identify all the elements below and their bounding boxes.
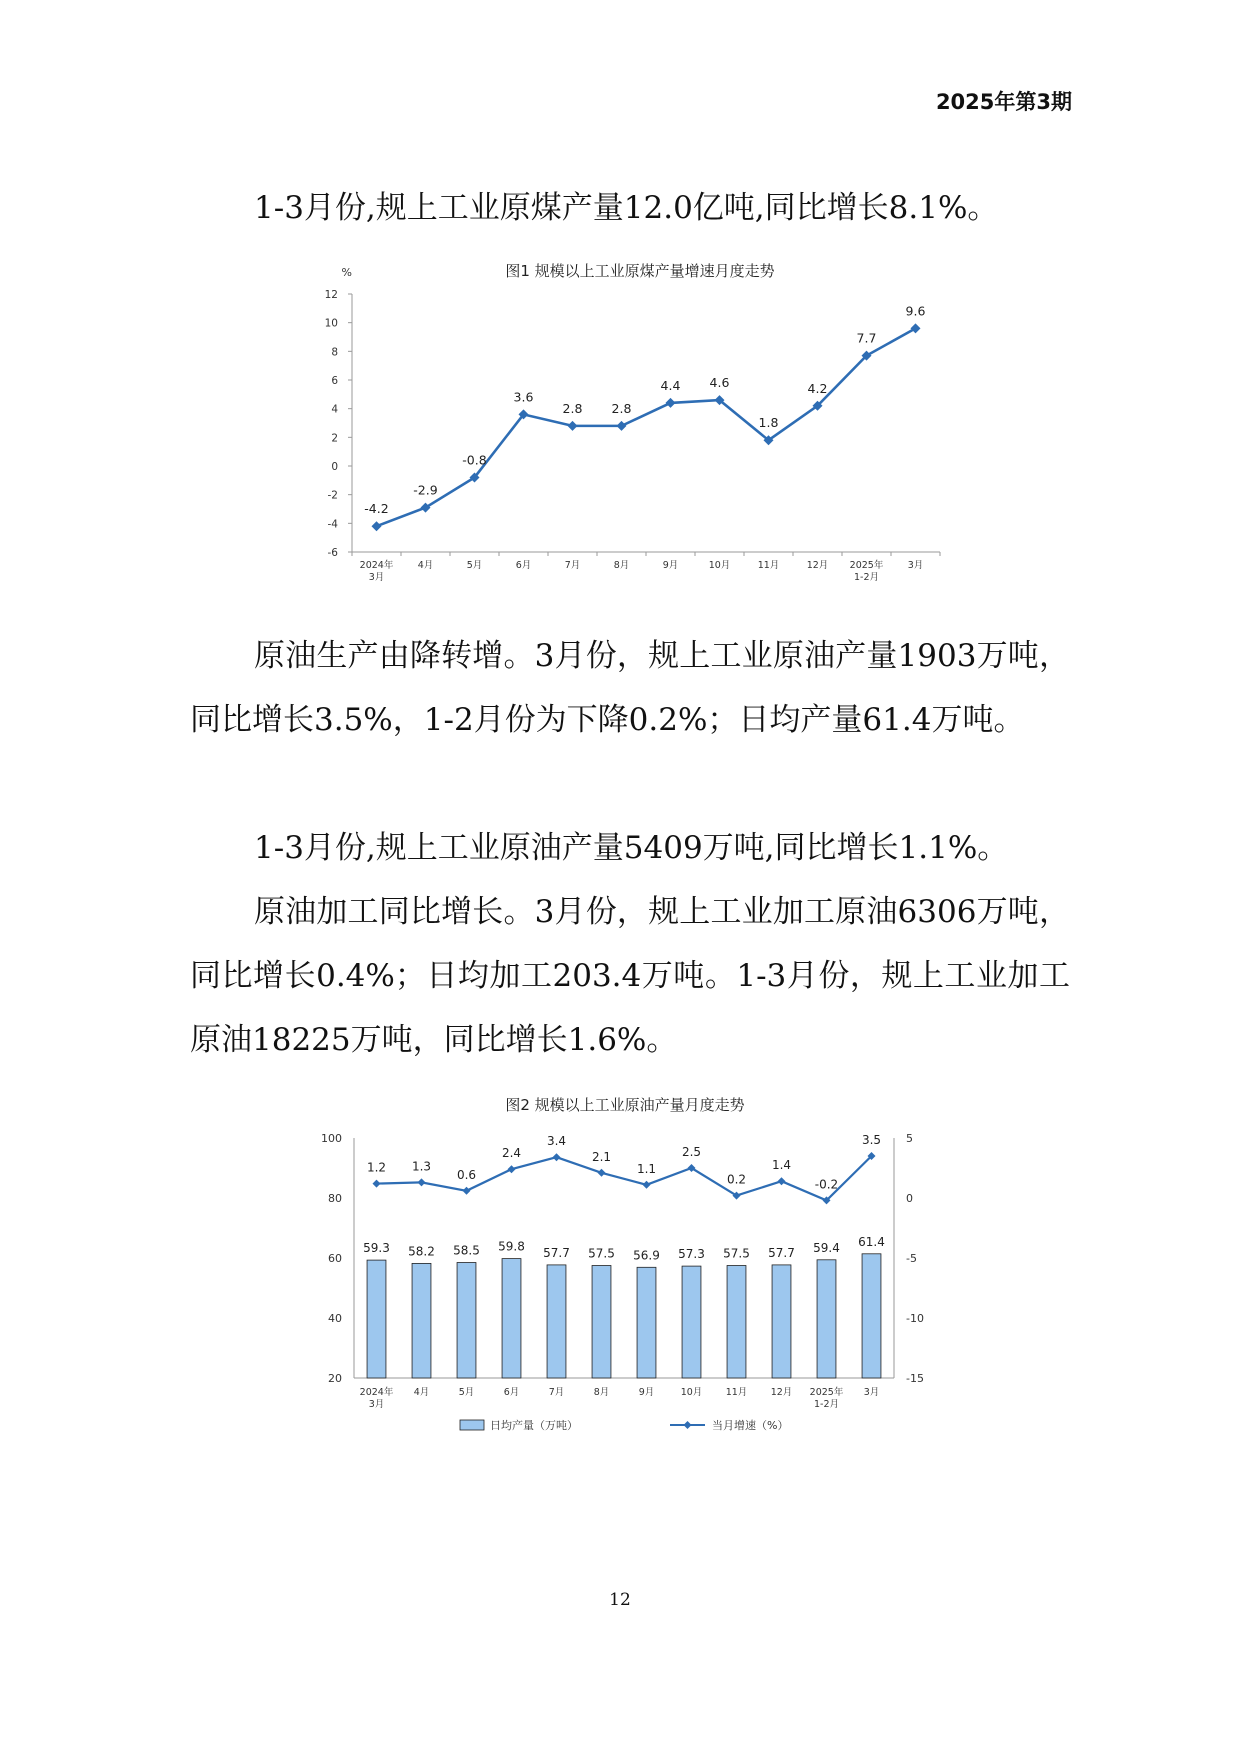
growth-point [553, 1153, 561, 1161]
right-tick-label: -5 [906, 1252, 917, 1265]
x-tick-label: 10月 [680, 1387, 703, 1398]
bar [727, 1266, 746, 1379]
data-label: 4.4 [660, 377, 681, 393]
bar [772, 1265, 791, 1378]
paragraph-crude-processing: 原油加工同比增长。3月份，规上工业加工原油6306万吨，同比增长0.4%；日均加工203.4万吨。1-3月份，规上工业加工原油18225万吨，同比增长1.6%。 [190, 894, 1070, 1058]
bar-label: 59.4 [813, 1240, 840, 1255]
right-tick-label: -10 [906, 1312, 924, 1325]
y-tick-label: 0 [331, 461, 338, 473]
bar [637, 1267, 656, 1378]
y-tick-label: -4 [327, 518, 338, 531]
left-tick-label: 40 [328, 1312, 342, 1325]
data-label: 4.6 [709, 375, 730, 391]
bar-label: 61.4 [858, 1234, 885, 1249]
left-tick-label: 100 [321, 1132, 342, 1145]
x-tick-label: 3月 [368, 1399, 385, 1410]
growth-label: 1.2 [366, 1160, 387, 1175]
growth-label: 1.4 [771, 1158, 792, 1173]
x-tick-label: 7月 [548, 1387, 565, 1398]
growth-line [377, 1156, 872, 1200]
bar-label: 58.2 [408, 1244, 435, 1259]
issue-header: 2025年第3期 [935, 90, 1072, 114]
x-tick-label: 12月 [806, 560, 829, 571]
left-tick-label: 60 [328, 1252, 342, 1265]
data-point [911, 323, 921, 333]
x-tick-label: 2025年 [849, 560, 884, 571]
bar-label: 57.5 [723, 1246, 750, 1261]
growth-label: 0.6 [456, 1167, 477, 1182]
growth-point [508, 1165, 516, 1173]
y-axis-unit: % [341, 266, 352, 279]
bar [502, 1259, 521, 1378]
data-point [617, 421, 627, 431]
x-tick-label: 10月 [708, 560, 731, 571]
data-label: 3.6 [513, 389, 534, 405]
bar-label: 57.3 [678, 1247, 705, 1262]
bar [412, 1263, 431, 1378]
growth-label: 3.5 [861, 1133, 882, 1147]
data-point [372, 521, 382, 531]
left-tick-label: 80 [328, 1192, 342, 1205]
x-tick-label: 11月 [725, 1387, 748, 1398]
x-tick-label: 11月 [757, 560, 780, 571]
bar [592, 1266, 611, 1379]
x-tick-label: 3月 [863, 1387, 880, 1398]
growth-point [643, 1181, 651, 1189]
bar-label: 59.3 [363, 1241, 390, 1256]
bar-label: 58.5 [453, 1243, 480, 1258]
growth-label: 3.4 [546, 1134, 567, 1149]
bar [367, 1260, 386, 1378]
legend-bar-swatch [460, 1420, 484, 1430]
x-tick-label: 8月 [593, 1387, 610, 1398]
data-label: -2.9 [413, 482, 438, 498]
x-tick-label: 4月 [417, 560, 434, 571]
data-point [666, 398, 676, 408]
legend-bar-label: 日均产量（万吨） [490, 1419, 578, 1432]
bar-label: 57.7 [543, 1245, 570, 1260]
growth-label: 2.5 [681, 1145, 702, 1159]
x-tick-label: 2024年 [359, 560, 394, 571]
data-point [568, 421, 578, 431]
bar-label: 57.5 [588, 1246, 615, 1261]
data-label: 9.6 [905, 303, 926, 319]
page-number: 12 [609, 1590, 631, 1610]
x-tick-label: 2024年 [359, 1387, 394, 1398]
x-tick-label: 12月 [770, 1387, 793, 1398]
growth-label: 2.1 [591, 1149, 612, 1164]
growth-point [418, 1178, 426, 1186]
y-tick-label: 6 [331, 375, 338, 387]
x-tick-label: 9月 [662, 560, 679, 571]
x-tick-label: 6月 [515, 560, 532, 571]
x-tick-label: 5月 [458, 1387, 475, 1398]
y-tick-label: 12 [324, 289, 338, 301]
chart-coal-growth-svg [300, 254, 980, 604]
y-tick-label: 4 [331, 403, 338, 416]
bar [547, 1265, 566, 1378]
chart-crude-oil-output [300, 1092, 960, 1496]
y-tick-label: 8 [331, 346, 338, 359]
x-tick-label: 1-2月 [813, 1399, 840, 1410]
x-tick-label: 5月 [466, 560, 483, 571]
bar [457, 1263, 476, 1379]
x-tick-label: 1-2月 [853, 572, 880, 583]
coal-growth-line [377, 328, 916, 526]
growth-point [598, 1169, 606, 1177]
growth-point [778, 1177, 786, 1185]
x-tick-label: 6月 [503, 1387, 520, 1398]
chart-coal-growth [300, 254, 980, 608]
data-label: 2.8 [562, 400, 583, 416]
data-label: 2.8 [611, 400, 632, 416]
bar [862, 1254, 881, 1378]
data-label: -0.8 [462, 452, 487, 468]
y-tick-label: 2 [331, 432, 338, 445]
data-label: 1.8 [758, 415, 779, 431]
left-tick-label: 20 [328, 1372, 342, 1385]
data-label: 7.7 [856, 330, 877, 346]
bar-label: 59.8 [498, 1239, 525, 1254]
right-tick-label: 0 [906, 1192, 913, 1205]
paragraph-coal-q1: 1-3月份,规上工业原煤产量12.0亿吨,同比增长8.1%。 [254, 190, 999, 226]
x-tick-label: 9月 [638, 1387, 655, 1398]
paragraph-crude-oil-q1: 1-3月份,规上工业原油产量5409万吨,同比增长1.1%。 [254, 830, 1009, 866]
y-tick-label: -6 [327, 547, 338, 559]
growth-point [463, 1187, 471, 1195]
data-label: 4.2 [807, 380, 828, 396]
x-tick-label: 7月 [564, 560, 581, 571]
x-tick-label: 3月 [368, 572, 385, 583]
bar-label: 56.9 [633, 1248, 660, 1263]
right-tick-label: -15 [906, 1372, 924, 1385]
growth-label: 2.4 [501, 1146, 522, 1161]
bar-label: 57.7 [768, 1245, 795, 1260]
data-label: -4.2 [364, 501, 389, 517]
x-tick-label: 4月 [413, 1387, 430, 1398]
growth-label: -0.2 [814, 1177, 839, 1192]
y-tick-label: 10 [324, 317, 338, 330]
bar [817, 1260, 836, 1378]
chart-title: 图2 规模以上工业原油产量月度走势 [505, 1096, 745, 1114]
legend-line-label: 当月增速（%） [712, 1419, 789, 1432]
bar [682, 1266, 701, 1378]
growth-label: 1.1 [636, 1161, 657, 1176]
x-tick-label: 3月 [907, 560, 924, 571]
y-tick-label: -2 [327, 489, 338, 502]
x-tick-label: 2025年 [809, 1387, 844, 1398]
right-tick-label: 5 [906, 1132, 913, 1145]
growth-point [373, 1180, 381, 1188]
legend-line-marker [684, 1421, 692, 1429]
paragraph-crude-oil-march: 原油生产由降转增。3月份，规上工业原油产量1903万吨，同比增长3.5%，1-2月份为下降0.2%；日均产量61.4万吨。 [190, 638, 1070, 738]
growth-label: 1.3 [411, 1159, 432, 1174]
chart-title: 图1 规模以上工业原煤产量增速月度走势 [505, 262, 775, 280]
growth-label: 0.2 [726, 1172, 747, 1187]
x-tick-label: 8月 [613, 560, 630, 571]
chart-crude-oil-output-svg [300, 1092, 960, 1492]
